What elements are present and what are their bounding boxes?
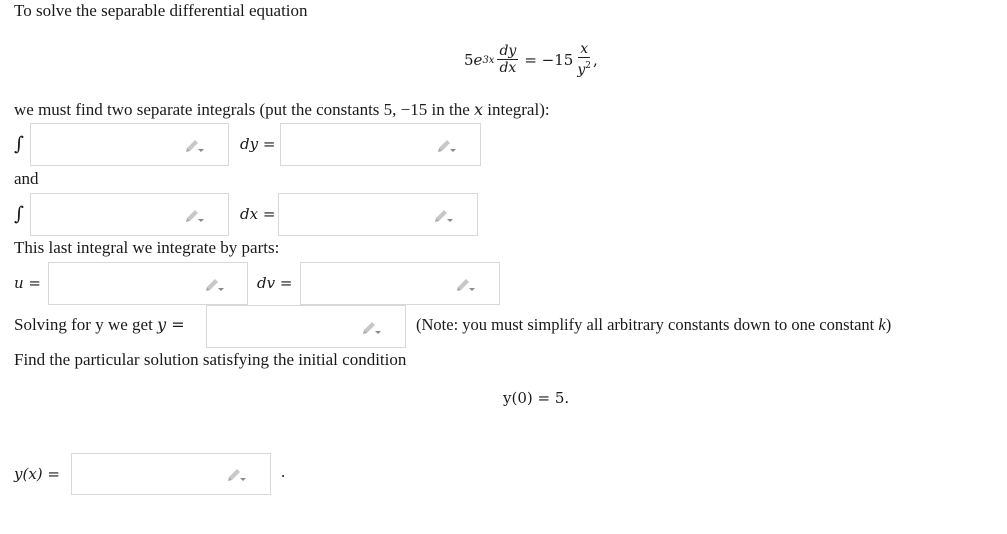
final-period: . [281,462,286,481]
integrals-prompt-text: we must find two separate integrals (put the constants 5, −15 in the [14,100,474,119]
eq-rhs-denominator-wrap [575,58,593,78]
parts-text: This last integral we integrate by parts: [14,238,280,257]
eq-rhs-denominator-exp: 2 [585,61,591,71]
dx-label [240,205,275,223]
u-label [14,274,41,292]
initial-condition: y(0) = 5. [503,389,570,407]
dy-label-text: dy = [240,135,276,153]
particular-text: Find the particular solution satisfying the initial condition [14,350,407,369]
dv-label [257,274,292,292]
integrals-prompt-end: integral): [483,100,550,119]
eq-rhs-denominator: y [577,62,586,78]
eq-equals: = −15 [524,51,574,69]
eq-lhs-numerator: dy [499,43,517,59]
integral-sign-1: ∫ [14,133,24,155]
pencil-icon[interactable] [184,137,204,153]
dv-label-text: dv = [257,274,293,292]
integral-sign-2: ∫ [14,203,24,225]
pencil-icon[interactable] [455,276,475,292]
integrals-prompt-var: x [474,100,484,119]
dx-label-text: dx = [240,205,276,223]
note-end: ) [885,315,892,334]
u-label-text: u = [14,274,41,292]
eq-coefficient: 5 [464,51,474,69]
pencil-icon[interactable] [204,276,224,292]
eq-rhs-fraction [575,42,593,78]
pencil-icon[interactable] [433,207,453,223]
yx-label-text: y(x) = [14,465,60,483]
eq-exp-base: e [473,51,483,69]
pencil-icon[interactable] [184,207,204,223]
pencil-icon[interactable] [436,137,456,153]
dy-label [240,135,275,153]
integrals-prompt [14,100,550,120]
note-text-main: (Note: you must simplify all arbitrary constants down to one constant [416,315,879,334]
solving-text [14,315,185,335]
differential-equation [464,38,598,82]
eq-lhs-denominator: dx [499,60,517,76]
eq-lhs-fraction [497,44,518,76]
pencil-icon[interactable] [361,319,381,335]
eq-exponent: 3x [482,54,495,66]
yx-label [14,465,60,483]
note-var: k [878,315,886,334]
note-text [416,315,891,335]
and-label: and [14,169,39,188]
eq-rhs-numerator: x [580,41,589,57]
pencil-icon[interactable] [226,466,246,482]
solving-text-main: Solving for y we get [14,315,158,334]
intro-text: To solve the separable differential equation [14,1,308,20]
eq-comma: , [592,51,598,69]
solving-var: y = [157,315,185,334]
